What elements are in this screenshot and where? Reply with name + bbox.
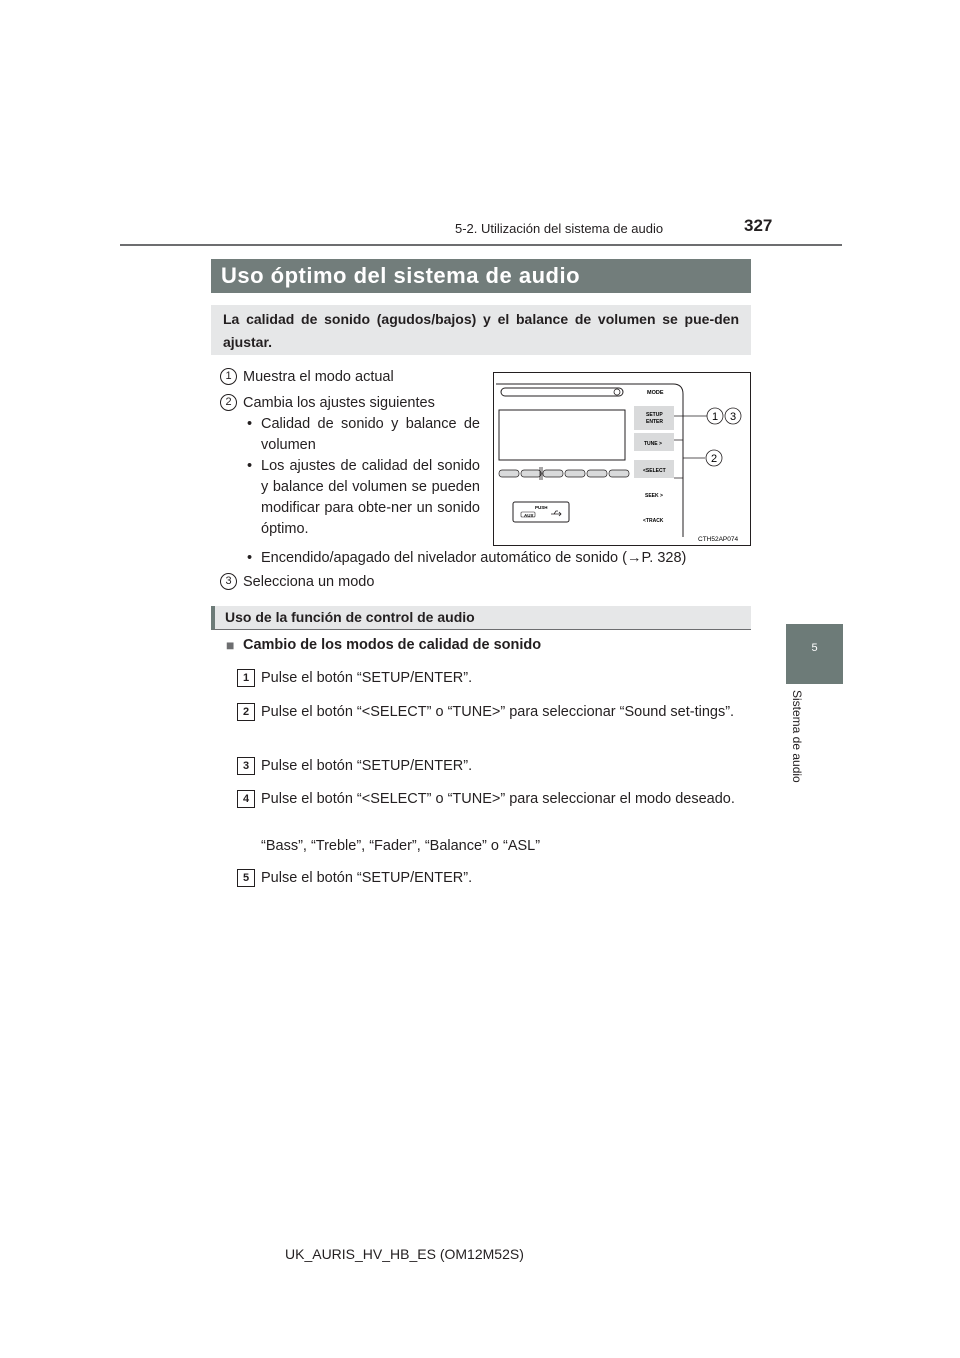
push-label: PUSH	[535, 505, 548, 510]
cd-slot	[501, 388, 623, 396]
setup-enter-button	[634, 406, 674, 430]
step-number-5: 5	[237, 869, 255, 887]
diagram-code: CTH52AP074	[698, 536, 739, 543]
bullet-item-1: Calidad de sonido y balance de volumen	[261, 416, 480, 453]
diagram-callout-2-label: 2	[710, 453, 718, 465]
diagram-callout-3-label: 3	[729, 411, 737, 423]
step-text-2: Pulse el botón “<SELECT” o “TUNE>” para seleccionar “Sound set-tings”.	[261, 704, 735, 720]
setup-label: SETUP	[646, 412, 663, 418]
bullet-item-2: Los ajustes de calidad del sonido y balance del volumen se pueden modificar para obte-ner un sonido óptimo.	[261, 458, 480, 537]
display-screen	[499, 410, 625, 460]
audio-unit-diagram	[493, 372, 751, 546]
preset-button	[609, 470, 629, 477]
header-section-title: 5-2. Utilización del sistema de audio	[455, 221, 664, 236]
footer-document-code: UK_AURIS_HV_HB_ES (OM12M52S)	[285, 1246, 524, 1262]
step-text-4: Pulse el botón “<SELECT” o “TUNE>” para seleccionar el modo deseado.	[261, 791, 735, 807]
step-4-note: “Bass”, “Treble”, “Fader”, “Balance” o “ASL”	[261, 838, 541, 854]
step-number-3: 3	[237, 757, 255, 775]
step-number-4: 4	[237, 790, 255, 808]
preset-button	[521, 470, 541, 477]
bullet-mark: •	[247, 416, 253, 432]
subsection-heading: Uso de la función de control de audio	[211, 606, 751, 630]
diagram-callout-1-label: 1	[711, 411, 719, 423]
mode-button-label: MODE	[647, 390, 664, 396]
callout-text-3: Selecciona un modo	[243, 574, 375, 590]
track-label: <TRACK	[643, 518, 664, 524]
bullet-item-3: Encendido/apagado del nivelador automático de sonido (→P. 328)	[261, 550, 687, 566]
step-number-1: 1	[237, 669, 255, 687]
step-text-1: Pulse el botón “SETUP/ENTER”.	[261, 670, 473, 686]
chapter-label: Sistema de audio	[790, 690, 804, 783]
preset-button	[499, 470, 519, 477]
intro-box: La calidad de sonido (agudos/bajos) y el balance de volumen se pue-den ajustar.	[211, 305, 751, 355]
seek-label: SEEK >	[645, 493, 663, 499]
chapter-number: 5	[811, 642, 818, 654]
bold-heading: Cambio de los modos de calidad de sonido	[243, 637, 542, 653]
preset-button	[543, 470, 563, 477]
callout-number-2: 2	[220, 394, 237, 411]
heading-marker: ■	[226, 637, 235, 653]
preset-button	[587, 470, 607, 477]
header-divider	[120, 244, 842, 246]
step-number-2: 2	[237, 703, 255, 721]
bullet-mark: •	[247, 458, 253, 474]
aux-label: AUX	[524, 513, 534, 518]
chapter-tab	[786, 624, 843, 684]
callout-text-2: Cambia los ajustes siguientes	[243, 395, 435, 411]
page-number: 327	[744, 216, 773, 235]
bullet-mark: •	[247, 550, 253, 566]
step-text-3: Pulse el botón “SETUP/ENTER”.	[261, 758, 473, 774]
tune-label: TUNE >	[644, 441, 662, 447]
select-label: <SELECT	[643, 468, 666, 474]
page-title: Uso óptimo del sistema de audio	[211, 259, 751, 293]
preset-button	[565, 470, 585, 477]
enter-label: ENTER	[646, 419, 663, 425]
step-text-5: Pulse el botón “SETUP/ENTER”.	[261, 870, 473, 886]
callout-number-1: 1	[220, 368, 237, 385]
callout-number-3: 3	[220, 573, 237, 590]
callout-text-1: Muestra el modo actual	[243, 369, 394, 385]
